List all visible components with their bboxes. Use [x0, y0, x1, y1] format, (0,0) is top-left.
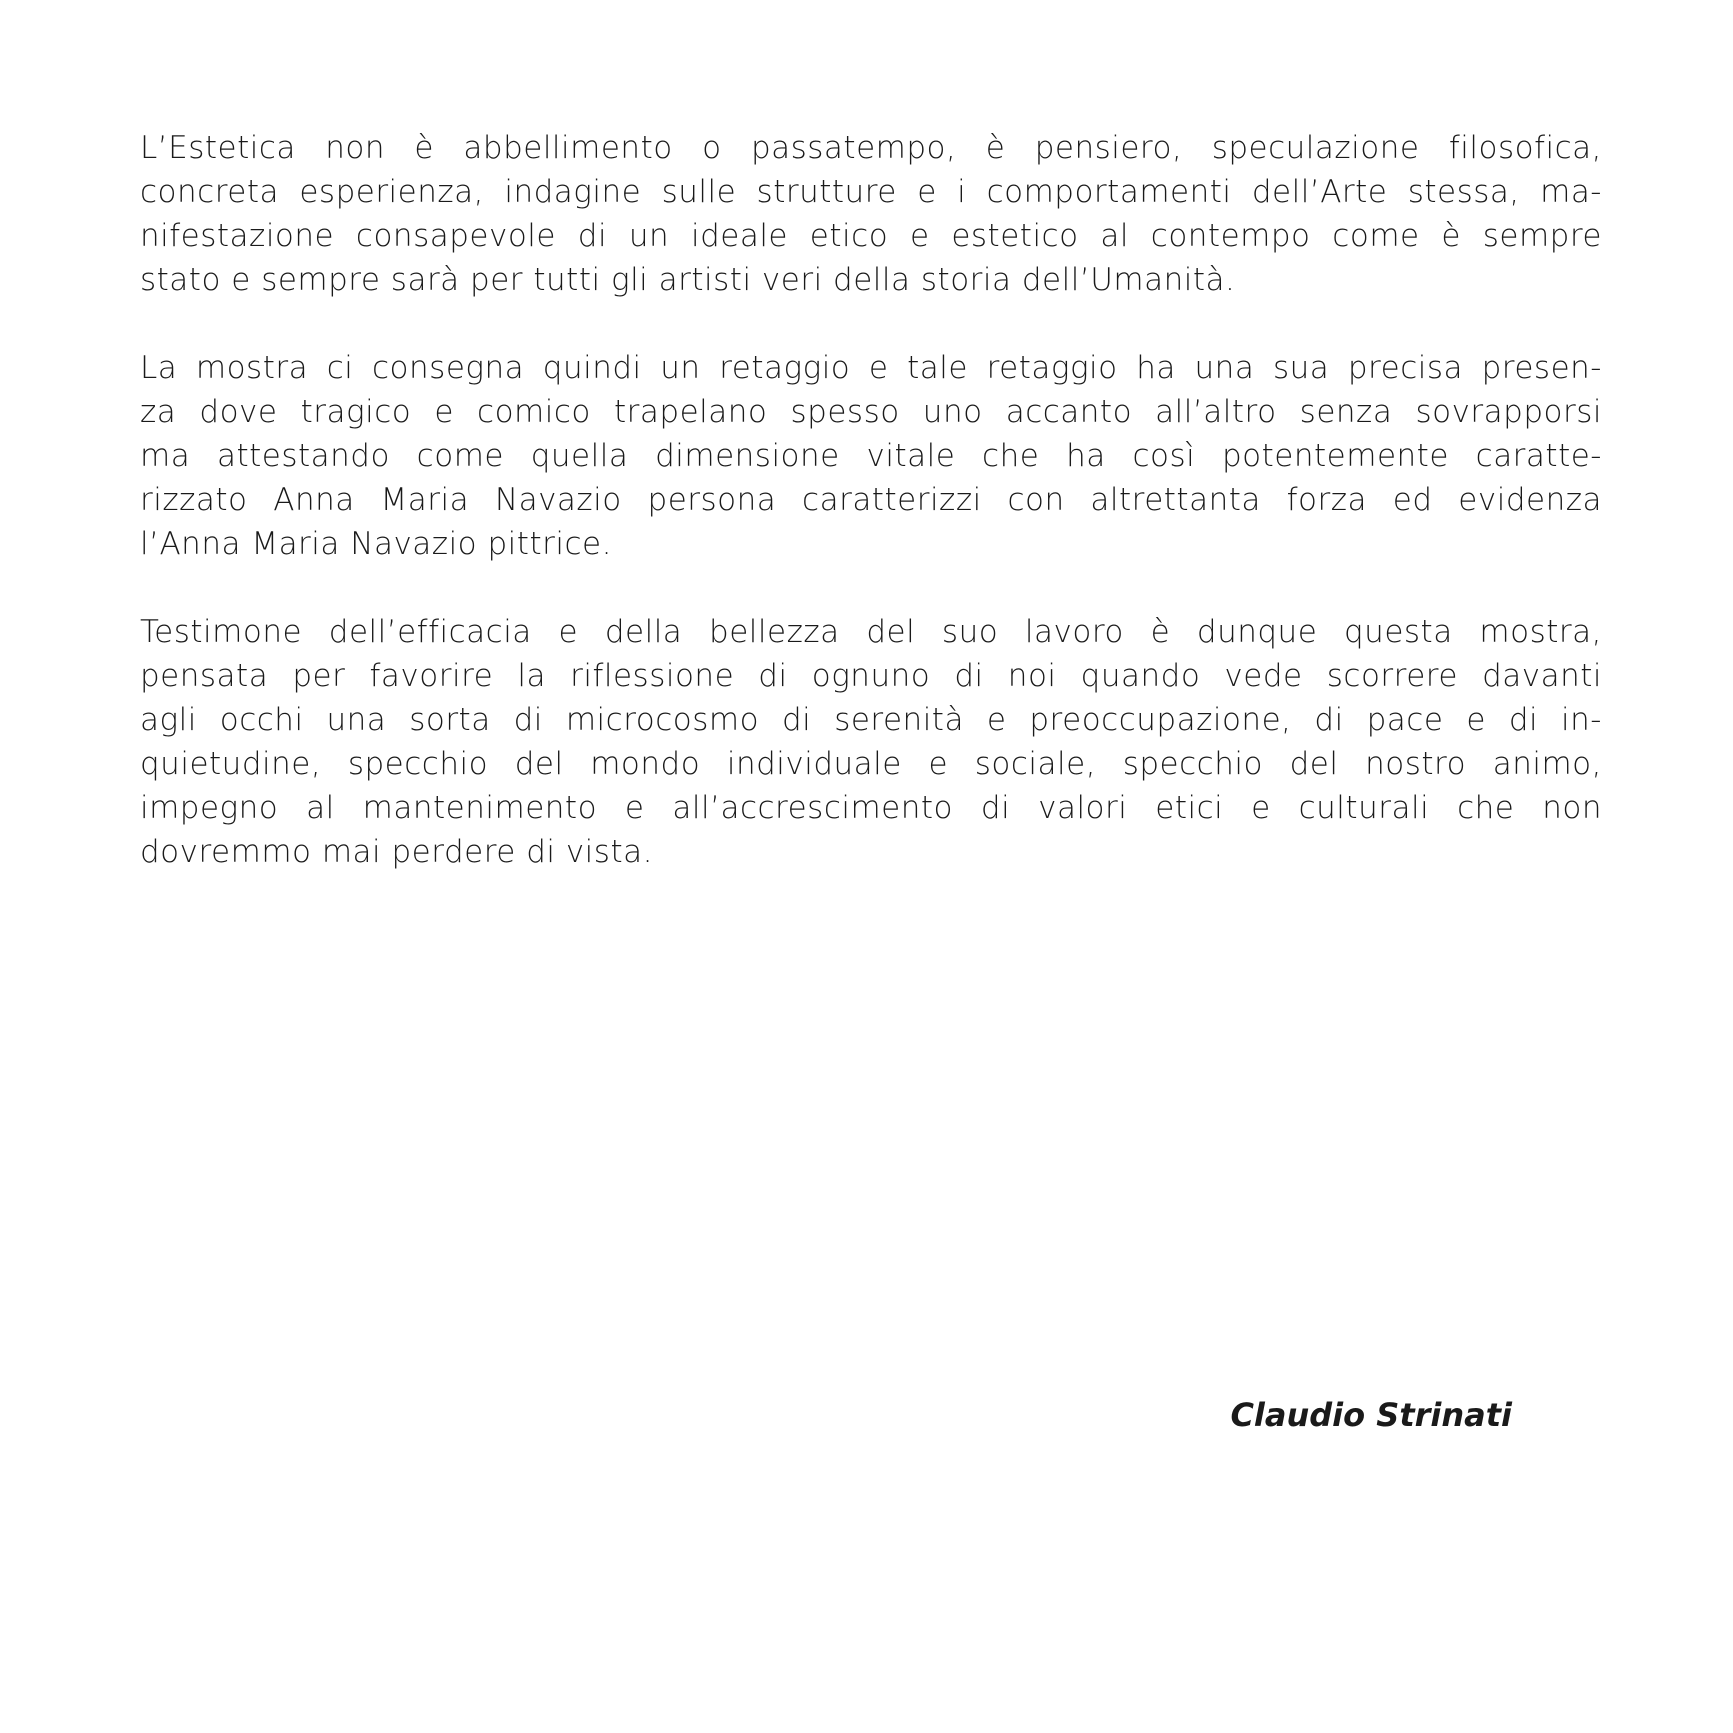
paragraph-2 — [140, 346, 1602, 566]
essay-text — [140, 126, 1602, 918]
text-line: quietudine, specchio del mondo individuale e sociale, specchio del nostro animo, — [140, 746, 1602, 782]
author-signature: Claudio Strinati — [1230, 1396, 1512, 1434]
text-line: La mostra ci consegna quindi un retaggio e tale retaggio ha una sua precisa presen- — [140, 350, 1602, 386]
text-line: nifestazione consapevole di un ideale etico e estetico al contempo come è sempre — [140, 218, 1602, 254]
paragraph-1 — [140, 126, 1602, 302]
text-line: l’Anna Maria Navazio pittrice. — [140, 526, 612, 562]
text-line: concreta esperienza, indagine sulle strutture e i comportamenti dell’Arte stessa, ma- — [140, 174, 1602, 210]
text-line: impegno al mantenimento e all’accrescimento di valori etici e culturali che non — [140, 790, 1602, 826]
text-line: L’Estetica non è abbellimento o passatempo, è pensiero, speculazione filosofica, — [140, 130, 1602, 166]
text-line: Testimone dell’efficacia e della bellezza del suo lavoro è dunque questa mostra, — [140, 614, 1602, 650]
text-line: ma attestando come quella dimensione vitale che ha così potentemente caratte- — [140, 438, 1602, 474]
text-line: rizzato Anna Maria Navazio persona caratterizzi con altrettanta forza ed evidenza — [140, 482, 1602, 518]
text-line: stato e sempre sarà per tutti gli artisti veri della storia dell’Umanità. — [140, 262, 1236, 298]
paragraph-3 — [140, 610, 1602, 874]
text-line: agli occhi una sorta di microcosmo di serenità e preoccupazione, di pace e di in- — [140, 702, 1602, 738]
text-line: za dove tragico e comico trapelano spesso uno accanto all’altro senza sovrapporsi — [140, 394, 1602, 430]
text-line: pensata per favorire la riflessione di ognuno di noi quando vede scorrere davanti — [140, 658, 1602, 694]
text-line: dovremmo mai perdere di vista. — [140, 834, 653, 870]
